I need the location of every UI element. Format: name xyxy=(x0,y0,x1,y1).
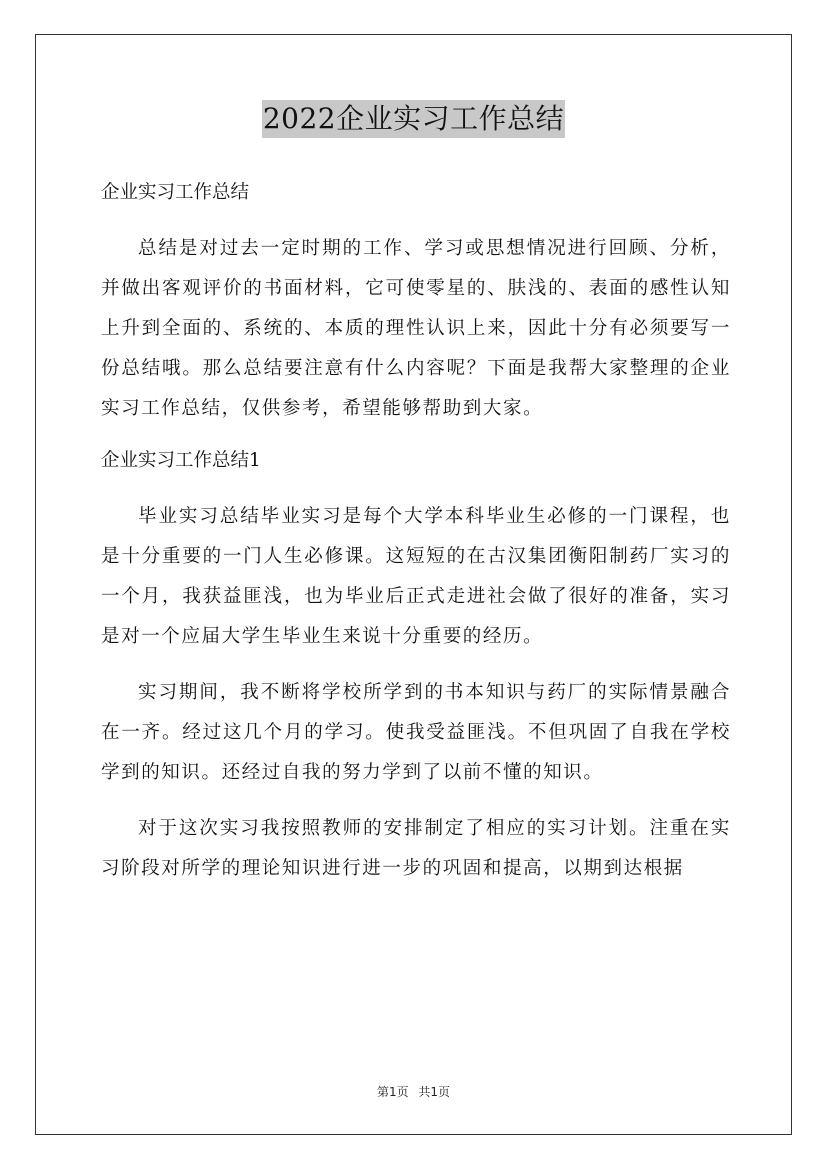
document-title: 2022企业实习工作总结 xyxy=(262,100,565,138)
paragraph: 毕业实习总结毕业实习是每个大学本科毕业生必修的一门课程，也是十分重要的一门人生必修课。这短短的在古汉集团衡阳制药厂实习的一个月，我获益匪浅，也为毕业后正式走进社会做了很好的准备，实习是对一个应届大学生毕业生来说十分重要的经历。 xyxy=(101,506,731,647)
paragraph: 对于这次实习我按照教师的安排制定了相应的实习计划。注重在实习阶段对所学的理论知识进行进一步的巩固和提高，以期到达根据 xyxy=(101,818,731,879)
document-body xyxy=(101,173,731,889)
paragraph: 实习期间，我不断将学校所学到的书本知识与药厂的实际情景融合在一齐。经过这几个月的学习。使我受益匪浅。不但巩固了自我在学校学到的知识。还经过自我的努力学到了以前不懂的知识。 xyxy=(101,682,731,783)
page-total: 共1页 xyxy=(418,1085,451,1099)
section-heading: 企业实习工作总结1 xyxy=(101,450,261,471)
paragraph: 总结是对过去一定时期的工作、学习或思想情况进行回顾、分析，并做出客观评价的书面材料，它可使零星的、肤浅的、表面的感性认知上升到全面的、系统的、本质的理性认识上来，因此十分有必须要写一份总结哦。那么总结要注意有什么内容呢？下面是我帮大家整理的企业实习工作总结，仅供参考，希望能够帮助到大家。 xyxy=(101,238,731,419)
page-number: 第1页 xyxy=(376,1085,409,1099)
document-title-wrap xyxy=(0,100,827,138)
section-heading: 企业实习工作总结 xyxy=(101,182,250,203)
page-footer xyxy=(0,1083,827,1100)
